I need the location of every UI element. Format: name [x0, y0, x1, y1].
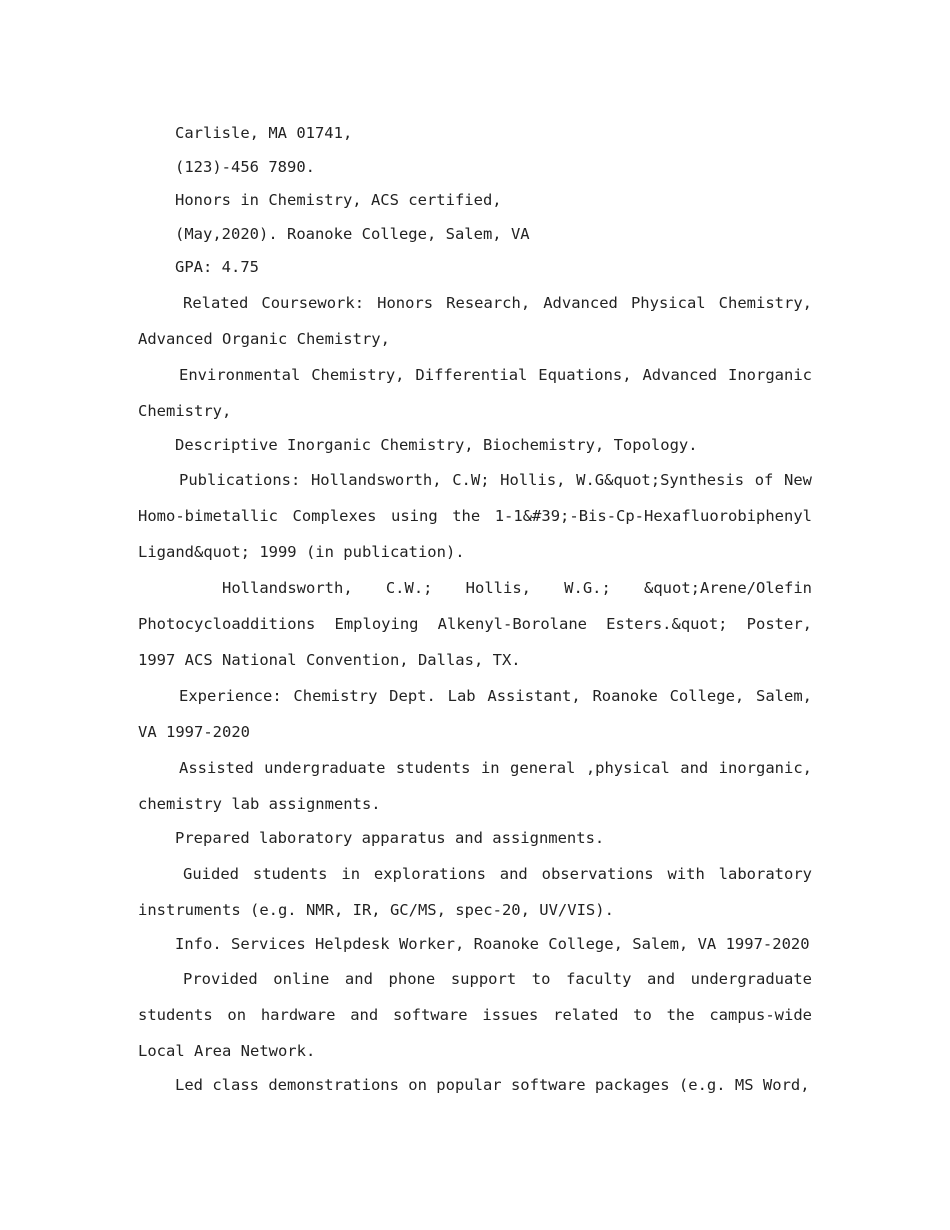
coursework-paragraph: Related Coursework: Honors Research, Advanced Physical Chemistry, Advanced Organic Chemistry, — [138, 293, 812, 348]
graduation-line: (May,2020). Roanoke College, Salem, VA — [175, 224, 530, 243]
document-body — [138, 117, 812, 1103]
helpdesk-line: Info. Services Helpdesk Worker, Roanoke College, Salem, VA 1997-2020 — [175, 934, 810, 953]
address-line: Carlisle, MA 01741, — [175, 124, 353, 142]
experience-paragraph: Experience: Chemistry Dept. Lab Assistant, Roanoke College, Salem, VA 1997-2020 — [138, 687, 812, 741]
honors-line: Honors in Chemistry, ACS certified, — [175, 191, 502, 209]
phone-line: (123)-456 7890. — [175, 157, 315, 176]
publications-paragraph: Publications: Hollandsworth, C.W; Hollis, W.G&quot;Synthesis of New Homo-bimetallic Complexes using the 1-1&#39;-Bis-Cp-Hexafluorobiphenyl Ligand&quot; 1999 (in publication). — [138, 471, 812, 561]
coursework-final-line: Descriptive Inorganic Chemistry, Biochemistry, Topology. — [175, 435, 698, 454]
guided-paragraph: Guided students in explorations and observations with laboratory instruments (e.g. NMR, IR, GC/MS, spec-20, UV/VIS). — [138, 864, 812, 919]
poster-paragraph: Hollandsworth, C.W.; Hollis, W.G.; &quot;Arene/Olefin Photocycloadditions Employing Alkenyl-Borolane Esters.&quot; Poster, 1997 ACS National Convention, Dallas, TX. — [138, 579, 812, 669]
gpa-line: GPA: 4.75 — [175, 258, 259, 276]
coursework-continued-paragraph: Environmental Chemistry, Differential Equations, Advanced Inorganic Chemistry, — [138, 365, 812, 420]
demonstrations-line: Led class demonstrations on popular software packages (e.g. MS Word, — [175, 1076, 810, 1094]
support-paragraph: Provided online and phone support to faculty and undergraduate students on hardware and software issues related to the campus-wide Local Area Network. — [138, 970, 812, 1060]
prepared-line: Prepared laboratory apparatus and assignments. — [175, 829, 605, 847]
lab-assist-paragraph: Assisted undergraduate students in general ,physical and inorganic, chemistry lab assignments. — [138, 759, 812, 813]
